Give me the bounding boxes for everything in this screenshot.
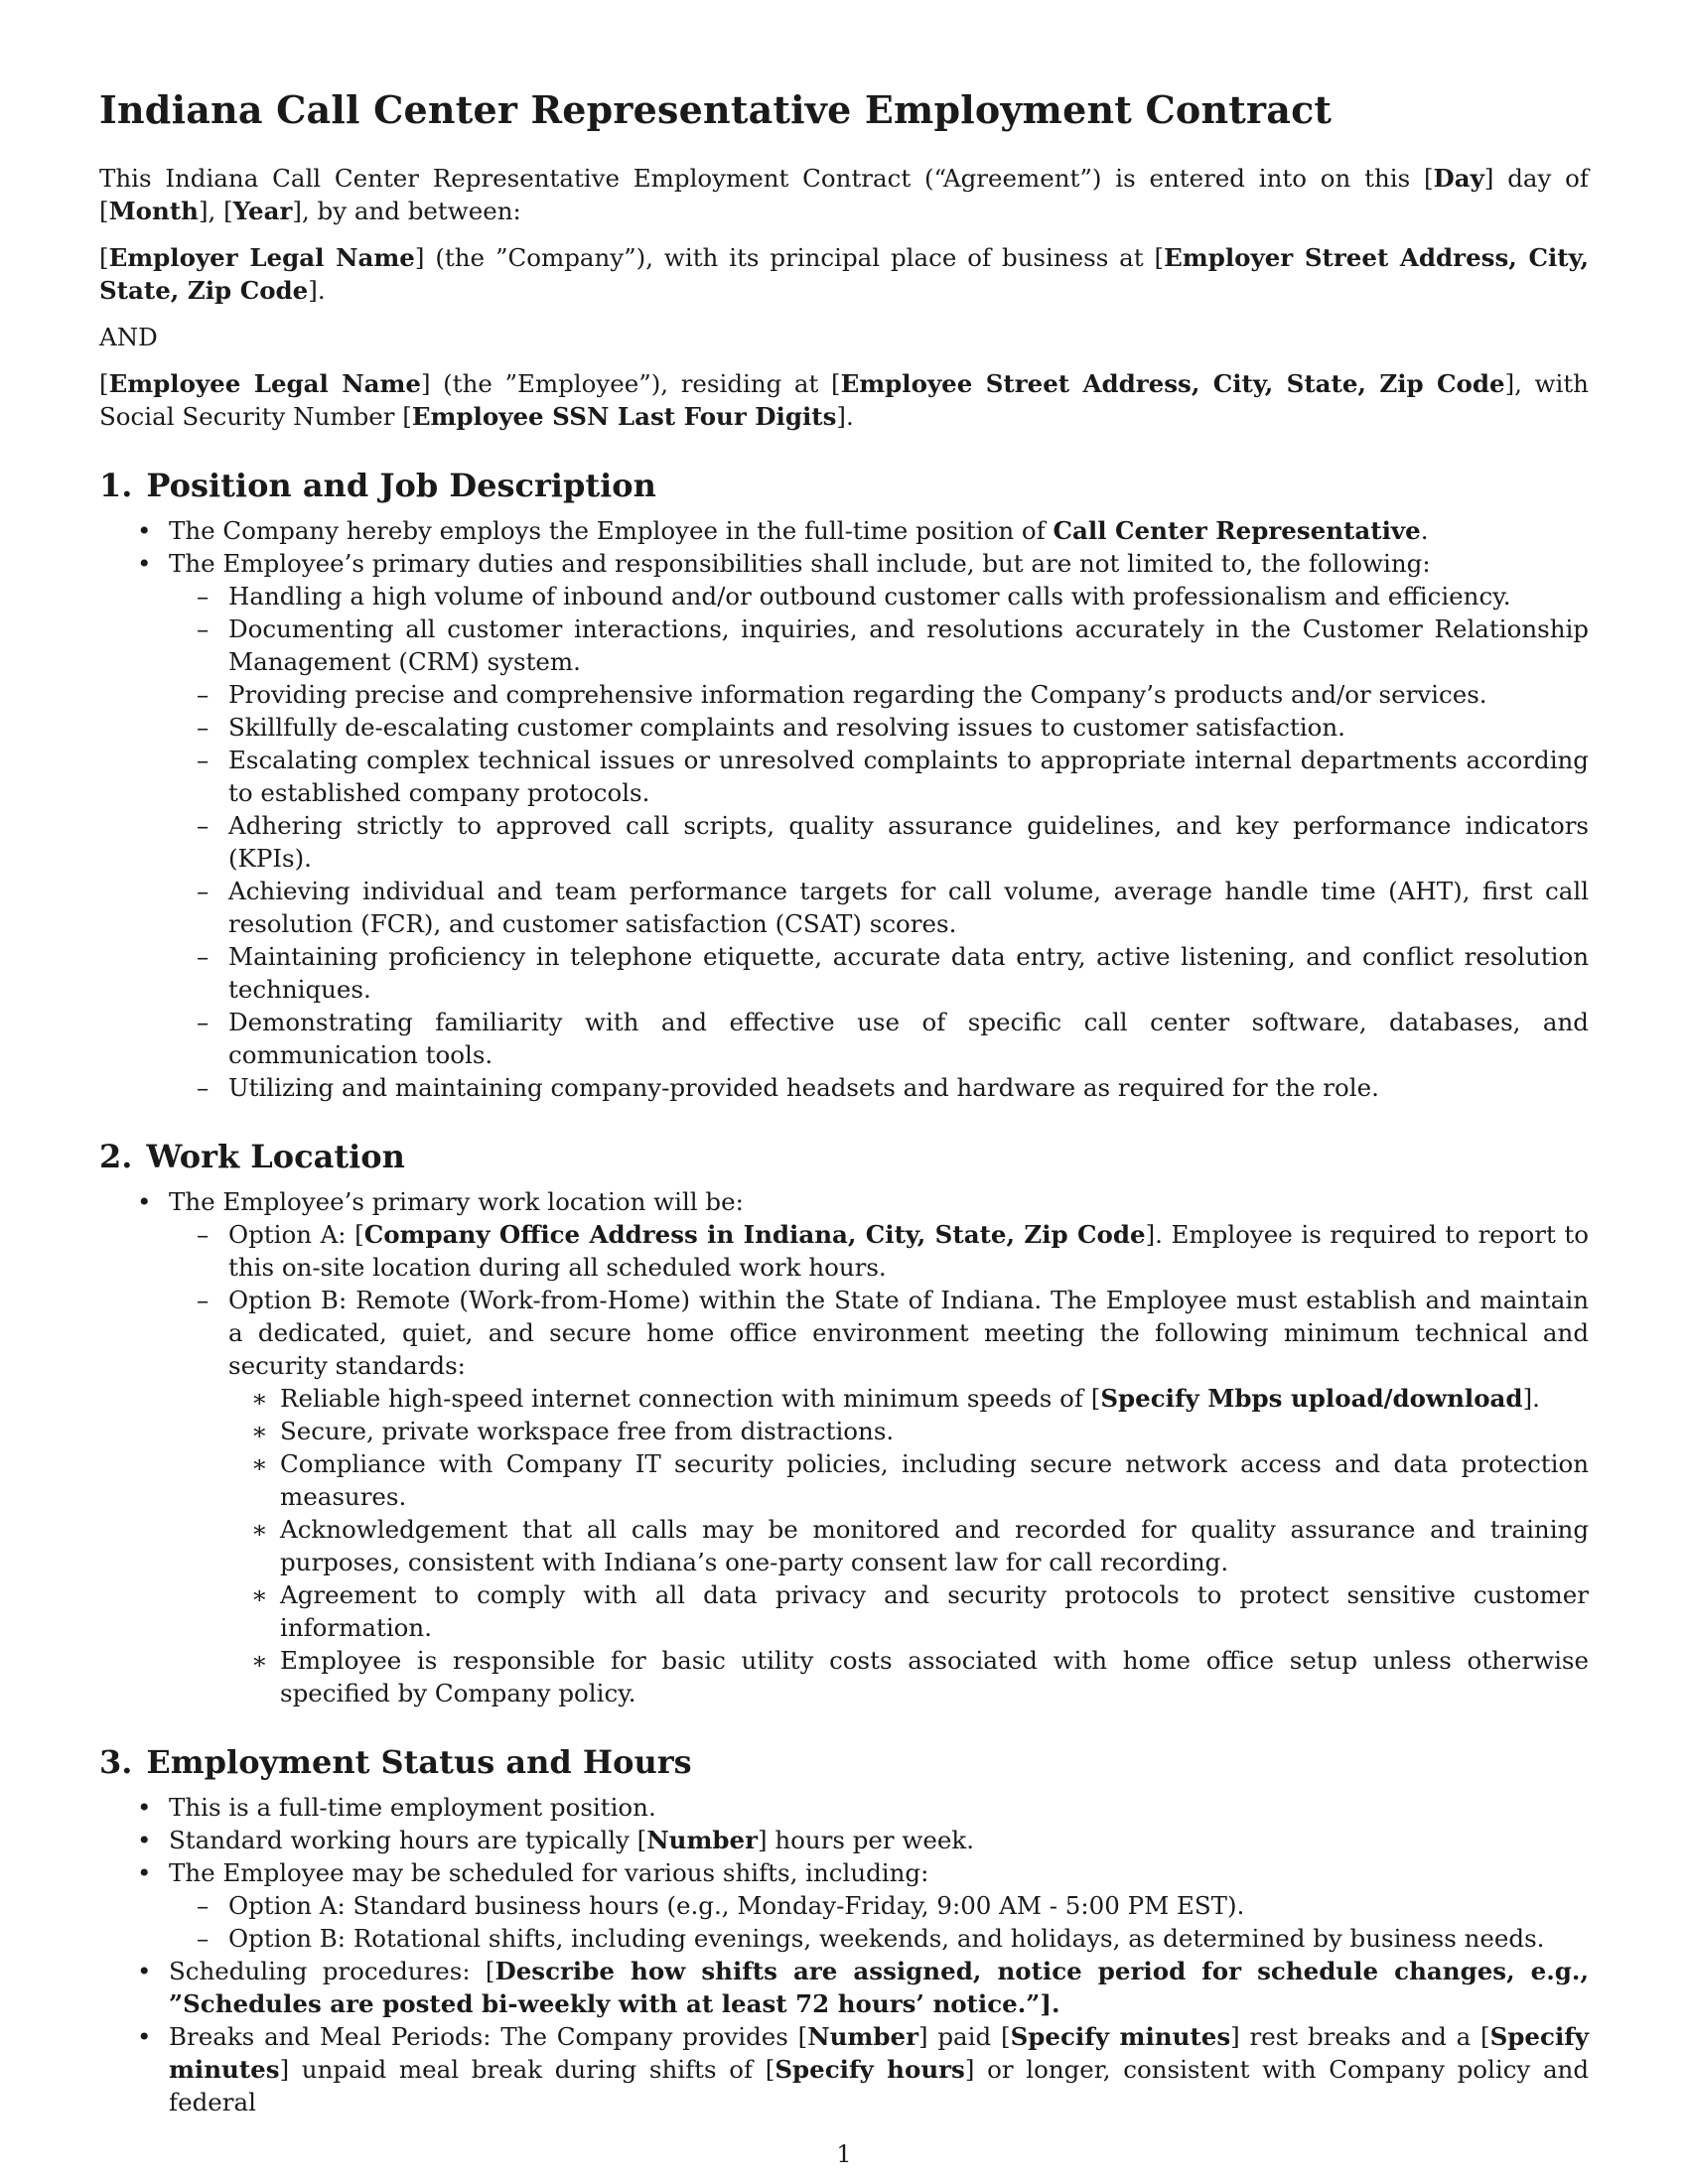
shift-options-list bbox=[169, 1889, 1589, 1955]
option-item: – Option B: Remote (Work-from-Home) within the State of Indiana. The Employee must establish and maintain a dedicated, quiet, and secure home office environment meeting the following minimum technical and security standards: ∗ Reliable high-speed internet connection with minimum speeds of [Specify Mbps upload/download]. ∗ Secure, private workspace free from distractions. ∗ Compliance with Company IT security policies, including secure network access and data protection measures. ∗ Acknowledgement that all calls may be monitored and recorded for quality assurance and training purposes, consistent with Indiana’s one-party consent law for call recording. ∗ Agreement to comply with all data privacy and security protocols to protect sensitive customer information. ∗ Employee is responsible for basic utility costs associated with home office setup unless otherwise specified by Company policy. bbox=[99, 1284, 1589, 1709]
duty-item: – Utilizing and maintaining company-provided headsets and hardware as required for the role. bbox=[99, 1071, 1589, 1104]
shift-item: – Option A: Standard business hours (e.g., Monday-Friday, 9:00 AM - 5:00 PM EST). bbox=[99, 1889, 1589, 1922]
shift-item: – Option B: Rotational shifts, including evenings, weekends, and holidays, as determined by business needs. bbox=[99, 1922, 1589, 1955]
section-1-heading: 1. Position and Job Description bbox=[99, 467, 656, 504]
month-placeholder: Month bbox=[108, 197, 199, 225]
requirement-item: ∗ Compliance with Company IT security policies, including secure network access and data protection measures. bbox=[99, 1447, 1589, 1513]
duties-list bbox=[169, 580, 1589, 1104]
employee-address-placeholder: Employee Street Address, City, State, Zip Code bbox=[840, 369, 1505, 398]
list-item: • The Employee’s primary work location will be: – Option A: [Company Office Address in Indiana, City, State, Zip Code]. Employee is required to report to this on-site location during all scheduled work hours. – Option B: Remote (Work-from-Home) within the State of Indiana. The Employee must establish and maintain a dedicated, quiet, and secure home office environment meeting the following minimum technical and security standards: ∗ Reliable high-speed internet connection with minimum speeds of [Specify Mbps upload/download]. ∗ Secure, private workspace free from distractions. ∗ Compliance with Company IT security policies, including secure network access and data protection measures. ∗ Acknowledgement that all calls may be monitored and recorded for quality assurance and training purposes, consistent with Indiana’s one-party consent law for call recording. ∗ Agreement to comply with all data privacy and security protocols to protect sensitive customer information. ∗ Employee is responsible for basic utility costs associated with home office setup unless otherwise specified by Company policy. bbox=[99, 1185, 1589, 1709]
document-title: Indiana Call Center Representative Employment Contract bbox=[99, 87, 1333, 132]
duty-item: – Skillfully de-escalating customer complaints and resolving issues to customer satisfaction. bbox=[99, 711, 1589, 744]
list-item: • This is a full-time employment position. bbox=[99, 1791, 1589, 1824]
duty-item: – Adhering strictly to approved call scripts, quality assurance guidelines, and key performance indicators (KPIs). bbox=[99, 809, 1589, 875]
duty-item: – Demonstrating familiarity with and effective use of specific call center software, databases, and communication tools. bbox=[99, 1006, 1589, 1071]
location-options-list bbox=[169, 1218, 1589, 1709]
employer-name-placeholder: Employer Legal Name bbox=[108, 243, 415, 272]
requirement-item: ∗ Agreement to comply with all data privacy and security protocols to protect sensitive customer information. bbox=[99, 1578, 1589, 1644]
employee-ssn-placeholder: Employee SSN Last Four Digits bbox=[411, 402, 837, 431]
duty-item: – Achieving individual and team performance targets for call volume, average handle time (AHT), first call resolution (FCR), and customer satisfaction (CSAT) scores. bbox=[99, 875, 1589, 940]
remote-requirements-list bbox=[228, 1382, 1589, 1709]
requirement-item: ∗ Employee is responsible for basic utility costs associated with home office setup unless otherwise specified by Company policy. bbox=[99, 1644, 1589, 1709]
option-item: – Option A: [Company Office Address in Indiana, City, State, Zip Code]. Employee is required to report to this on-site location during all scheduled work hours. bbox=[99, 1218, 1589, 1284]
section-1-list bbox=[99, 514, 1589, 1104]
section-2-list bbox=[99, 1185, 1589, 1709]
duty-item: – Handling a high volume of inbound and/or outbound customer calls with professionalism and efficiency. bbox=[99, 580, 1589, 613]
section-2-heading: 2. Work Location bbox=[99, 1138, 405, 1175]
requirement-item: ∗ Secure, private workspace free from distractions. bbox=[99, 1415, 1589, 1447]
requirement-item: ∗ Acknowledgement that all calls may be monitored and recorded for quality assurance and training purposes, consistent with Indiana’s one-party consent law for call recording. bbox=[99, 1513, 1589, 1578]
employer-paragraph: [Employer Legal Name] (the ”Company”), with its principal place of business at [Employer Street Address, City, State, Zip Code]. bbox=[99, 243, 1589, 305]
list-item: • The Employee’s primary duties and responsibilities shall include, but are not limited to, the following: – Handling a high volume of inbound and/or outbound customer calls with professionalism and efficiency. – Documenting all customer interactions, inquiries, and resolutions accurately in the Customer Relationship Management (CRM) system. – Providing precise and comprehensive information regarding the Company’s products and/or services. – Skillfully de-escalating customer complaints and resolving issues to customer satisfaction. – Escalating complex technical issues or unresolved complaints to appropriate internal departments according to established company protocols. – Adhering strictly to approved call scripts, quality assurance guidelines, and key performance indicators (KPIs). – Achieving individual and team performance targets for call volume, average handle time (AHT), first call resolution (FCR), and customer satisfaction (CSAT) scores. – Maintaining proficiency in telephone etiquette, accurate data entry, active listening, and conflict resolution techniques. – Demonstrating familiarity with and effective use of specific call center software, databases, and communication tools. – Utilizing and maintaining company-provided headsets and hardware as required for the role. bbox=[99, 547, 1589, 1104]
employee-name-placeholder: Employee Legal Name bbox=[108, 369, 421, 398]
list-item: • Standard working hours are typically [Number] hours per week. bbox=[99, 1824, 1589, 1856]
year-placeholder: Year bbox=[232, 197, 293, 225]
duty-item: – Documenting all customer interactions, inquiries, and resolutions accurately in the Customer Relationship Management (CRM) system. bbox=[99, 613, 1589, 678]
requirement-item: ∗ Reliable high-speed internet connection with minimum speeds of [Specify Mbps upload/download]. bbox=[99, 1382, 1589, 1415]
and-separator: AND bbox=[99, 323, 158, 351]
list-item: • The Company hereby employs the Employee in the full-time position of Call Center Representative. bbox=[99, 514, 1589, 547]
section-3-list bbox=[99, 1791, 1589, 2118]
intro-paragraph: This Indiana Call Center Representative Employment Contract (“Agreement”) is entered into on this [Day] day of [Month], [Year], by and between: bbox=[99, 164, 1589, 225]
list-item: • The Employee may be scheduled for various shifts, including: – Option A: Standard business hours (e.g., Monday-Friday, 9:00 AM - 5:00 PM EST). – Option B: Rotational shifts, including evenings, weekends, and holidays, as determined by business needs. bbox=[99, 1856, 1589, 1955]
duty-item: – Escalating complex technical issues or unresolved complaints to appropriate internal departments according to established company protocols. bbox=[99, 744, 1589, 809]
list-item: • Breaks and Meal Periods: The Company provides [Number] paid [Specify minutes] rest breaks and a [Specify minutes] unpaid meal break during shifts of [Specify hours] or longer, consistent with Company policy and federal bbox=[99, 2020, 1589, 2118]
page-number: 1 bbox=[836, 2140, 852, 2168]
employee-paragraph: [Employee Legal Name] (the ”Employee”), residing at [Employee Street Address, City, State, Zip Code], with Social Security Number [Employee SSN Last Four Digits]. bbox=[99, 369, 1589, 431]
list-item: • Scheduling procedures: [Describe how shifts are assigned, notice period for schedule changes, e.g., ”Schedules are posted bi-weekly with at least 72 hours’ notice.”]. bbox=[99, 1955, 1589, 2020]
section-3-heading: 3. Employment Status and Hours bbox=[99, 1743, 692, 1781]
day-placeholder: Day bbox=[1433, 164, 1484, 193]
duty-item: – Maintaining proficiency in telephone etiquette, accurate data entry, active listening, and conflict resolution techniques. bbox=[99, 940, 1589, 1006]
employer-address-placeholder: Employer Street Address, City, State, Zip Code bbox=[99, 243, 1589, 305]
duty-item: – Providing precise and comprehensive information regarding the Company’s products and/or services. bbox=[99, 678, 1589, 711]
